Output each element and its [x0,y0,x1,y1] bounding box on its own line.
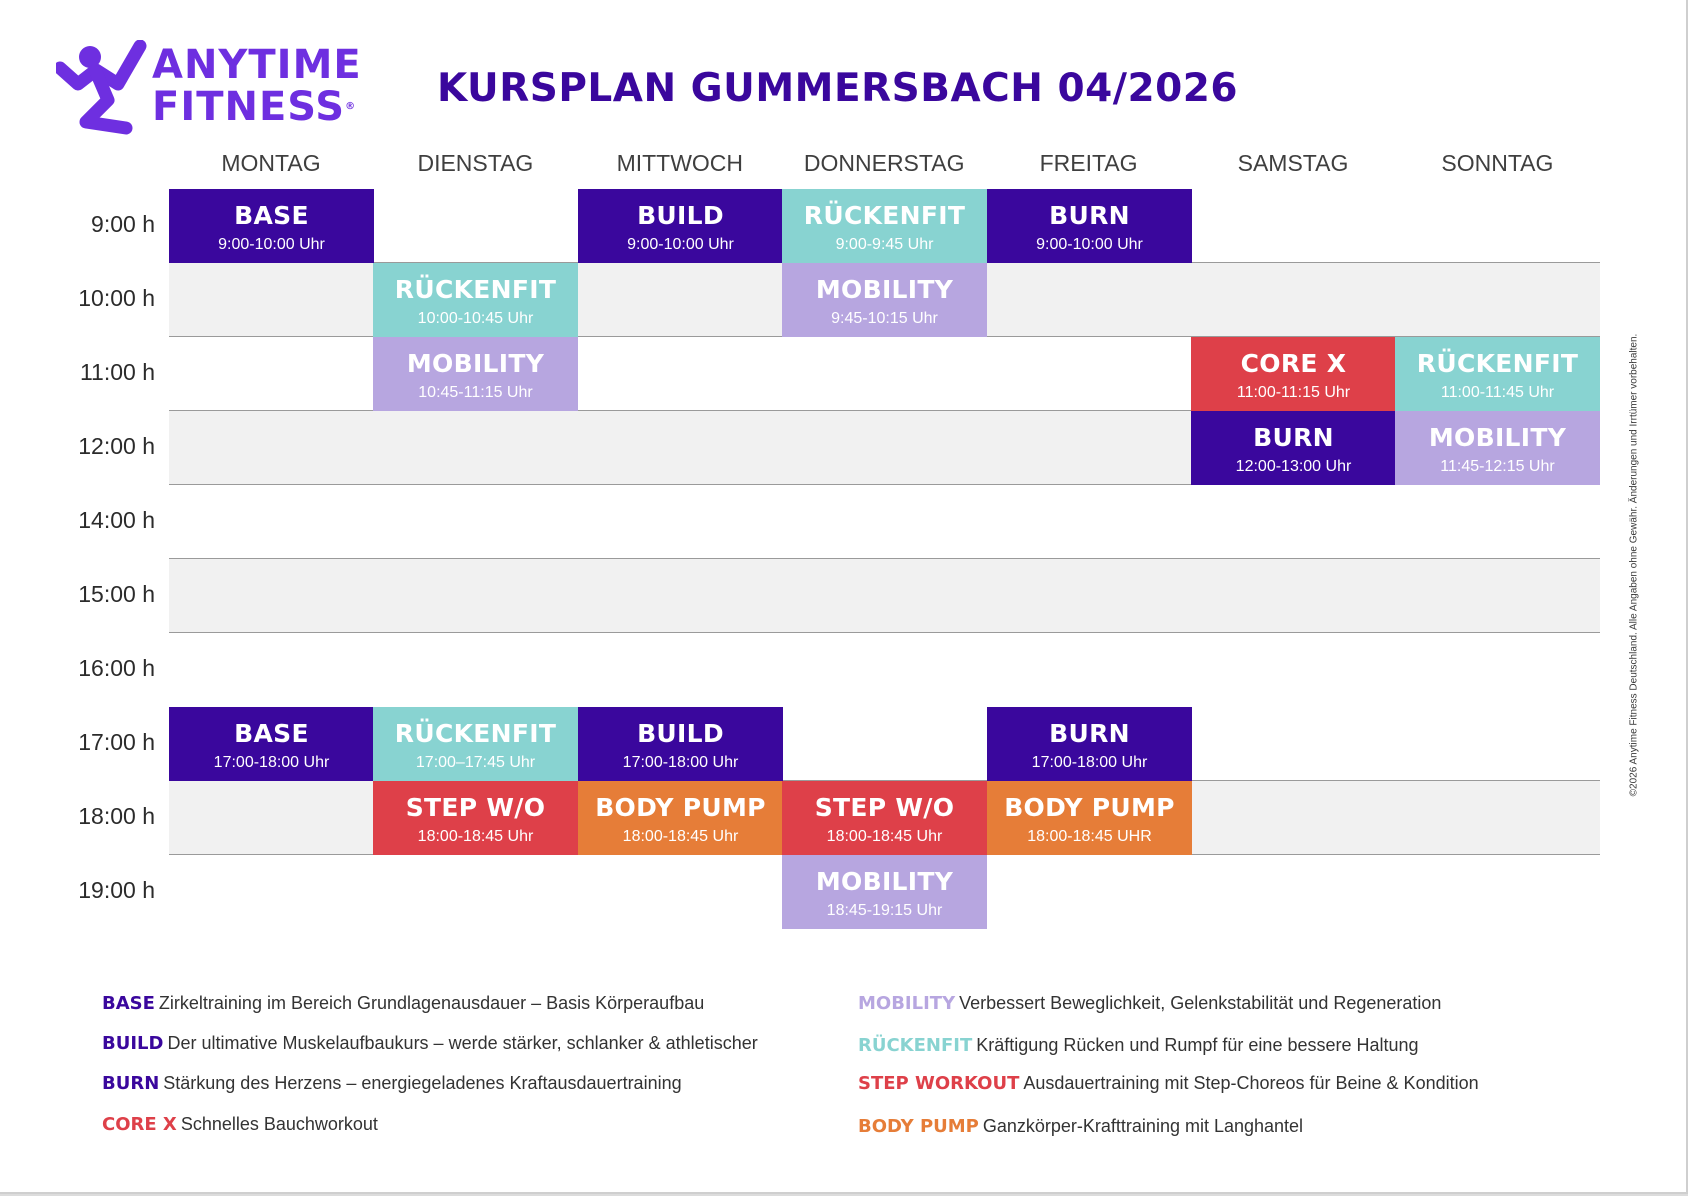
class-block [169,189,374,263]
time-label: 19:00 h [78,877,155,903]
class-time: 12:00-13:00 Uhr [1235,458,1352,475]
class-block [782,189,987,263]
class-time: 9:45-10:15 Uhr [831,310,938,327]
class-block [782,781,987,855]
legend-key: BODY PUMP [858,1116,979,1137]
class-time: 11:00-11:15 Uhr [1236,384,1351,401]
class-block [578,707,783,781]
legend-key: RÜCKENFIT [858,1035,973,1056]
class-name: BUILD [637,201,724,230]
class-block [373,781,578,855]
class-name: RÜCKENFIT [394,275,557,304]
legend-item [102,1033,758,1054]
class-name: BASE [234,201,309,230]
copyright-footnote: ©2026 Anytime Fitness Deutschland. Alle Angaben ohne Gewähr. Änderungen und Irrtümer vorbehalten. [1628,333,1640,797]
class-time: 17:00-18:00 Uhr [213,754,330,771]
class-name: CORE X [1240,349,1347,378]
legend-item [102,993,704,1014]
class-time: 10:00-10:45 Uhr [417,310,534,327]
time-label: 15:00 h [78,581,155,607]
running-man-icon [56,40,148,136]
class-time: 17:00-18:00 Uhr [1031,754,1148,771]
class-name: BODY PUMP [595,793,766,822]
class-block [782,855,987,929]
day-header: MITTWOCH [616,150,744,176]
time-label: 16:00 h [78,655,155,681]
class-block [578,781,783,855]
class-name: STEP W/O [814,793,955,822]
legend-item [858,1073,1479,1094]
class-time: 18:00-18:45 Uhr [417,828,534,845]
class-time: 10:45-11:15 Uhr [418,384,533,401]
legend-key: BASE [102,993,155,1014]
legend-text: Der ultimative Muskelaufbaukurs – werde stärker, schlanker & athletischer [167,1033,758,1053]
registered-mark: ® [345,101,356,112]
legend-key: BURN [102,1073,160,1094]
anytime-fitness-logo [56,40,416,136]
time-label: 11:00 h [79,359,155,385]
day-header: FREITAG [1039,150,1138,176]
day-header: SONNTAG [1441,150,1554,176]
class-time: 17:00-18:00 Uhr [622,754,739,771]
day-header: SAMSTAG [1237,150,1349,176]
legend-text: Schnelles Bauchworkout [180,1114,378,1134]
class-block [1191,411,1396,485]
time-label: 17:00 h [78,729,155,755]
class-time: 9:00-10:00 Uhr [627,236,734,253]
class-time: 11:45-12:15 Uhr [1440,458,1555,475]
class-time: 11:00-11:45 Uhr [1440,384,1555,401]
time-label: 9:00 h [91,211,155,237]
class-name: BASE [234,719,309,748]
legend-text: Ganzkörper-Krafttraining mit Langhantel [982,1116,1304,1136]
class-time: 18:00-18:45 Uhr [622,828,739,845]
class-name: RÜCKENFIT [394,719,557,748]
class-time: 18:45-19:15 Uhr [826,902,943,919]
class-block [373,337,578,411]
class-name: MOBILITY [815,867,954,896]
legend-text: Verbessert Beweglichkeit, Gelenkstabilität und Regeneration [959,993,1442,1013]
legend-item [858,993,1441,1014]
class-name: BURN [1049,719,1130,748]
legend-item [858,1116,1303,1137]
class-block [1395,411,1600,485]
legend-key: STEP WORKOUT [858,1073,1020,1094]
class-name: MOBILITY [406,349,545,378]
legend-item [102,1073,682,1094]
logo-line-2-text: FITNESS [152,84,346,130]
class-time: 18:00-18:45 UHR [1027,828,1152,845]
class-name: MOBILITY [1428,423,1567,452]
schedule-row [169,485,1600,558]
class-block [169,707,374,781]
class-name: BODY PUMP [1004,793,1175,822]
class-block [987,707,1192,781]
class-name: RÜCKENFIT [803,201,966,230]
time-label: 14:00 h [78,507,155,533]
legend-text: Kräftigung Rücken und Rumpf für eine bessere Haltung [976,1035,1419,1055]
class-block [373,707,578,781]
class-name: BURN [1253,423,1334,452]
schedule-row [169,559,1600,632]
legend-key: CORE X [102,1114,177,1135]
class-name: RÜCKENFIT [1416,349,1579,378]
class-block [987,781,1192,855]
logo-line-1: ANYTIME [152,42,362,88]
class-time: 9:00-9:45 Uhr [835,236,934,253]
class-block [987,189,1192,263]
class-name: BUILD [637,719,724,748]
class-block [782,263,987,337]
legend-key: BUILD [102,1033,164,1054]
day-header: DIENSTAG [417,150,534,176]
legend-item [858,1035,1419,1056]
legend-text: Ausdauertraining mit Step-Choreos für Beine & Kondition [1023,1073,1479,1093]
legend-item [102,1114,378,1135]
class-block [578,189,783,263]
day-header: MONTAG [221,150,321,176]
schedule-row [169,633,1600,706]
class-time: 17:00–17:45 Uhr [415,754,536,771]
class-time: 9:00-10:00 Uhr [218,236,325,253]
logo-wordmark [152,44,362,128]
legend-key: MOBILITY [858,993,956,1014]
class-time: 9:00-10:00 Uhr [1036,236,1143,253]
page-title: KURSPLAN GUMMERSBACH 04/2026 [437,66,1239,111]
class-block [1395,337,1600,411]
day-header: DONNERSTAG [803,150,965,176]
logo-line-2 [152,86,362,128]
class-name: BURN [1049,201,1130,230]
time-label: 10:00 h [78,285,155,311]
time-label: 18:00 h [78,803,155,829]
time-label: 12:00 h [78,433,155,459]
class-block [373,263,578,337]
legend-text: Zirkeltraining im Bereich Grundlagenausdauer – Basis Körperaufbau [158,993,705,1013]
class-name: STEP W/O [405,793,546,822]
class-name: MOBILITY [815,275,954,304]
class-time: 18:00-18:45 Uhr [826,828,943,845]
class-block [1191,337,1396,411]
legend-text: Stärkung des Herzens – energiegeladenes Kraftausdauertraining [163,1073,682,1093]
